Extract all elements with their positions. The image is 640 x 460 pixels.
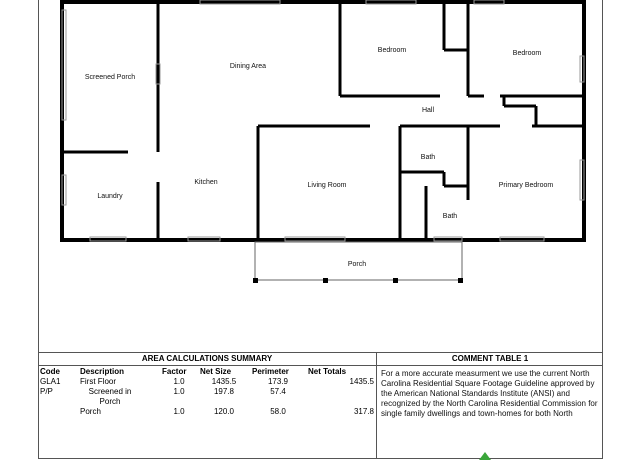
room-label-primary-bedroom: Primary Bedroom — [498, 182, 554, 189]
comment-table-title: COMMENT TABLE 1 — [377, 353, 603, 366]
cell-code: GLA1 — [40, 377, 61, 386]
header-perimeter: Perimeter — [252, 367, 289, 376]
cell-net-size: 1435.5 — [211, 377, 237, 386]
room-label-kitchen: Kitchen — [194, 179, 218, 186]
cell-net-size: 120.0 — [213, 407, 235, 416]
cell-description: First Floor — [80, 377, 116, 386]
cell-factor: 1.0 — [173, 377, 185, 386]
room-label-porch: Porch — [347, 261, 367, 268]
cell-perimeter: 173.9 — [267, 377, 289, 386]
room-label-bedroom-2: Bedroom — [512, 50, 542, 57]
cell-perimeter: 58.0 — [270, 407, 286, 416]
room-label-bedroom-1: Bedroom — [377, 47, 407, 54]
cell-net-total — [306, 387, 376, 407]
area-summary-title: AREA CALCULATIONS SUMMARY — [38, 353, 376, 366]
table-row — [38, 387, 376, 407]
cell-code — [38, 407, 78, 417]
table-row — [38, 377, 376, 387]
interior-walls — [62, 2, 584, 240]
cell-factor: 1.0 — [173, 407, 185, 416]
area-table — [38, 366, 376, 417]
windows — [62, 0, 584, 241]
exterior-walls — [62, 2, 584, 240]
room-label-bath-2: Bath — [442, 213, 458, 220]
triangle-logo-icon — [479, 452, 491, 460]
room-label-bath-1: Bath — [420, 154, 436, 161]
room-label-dining-area: Dining Area — [229, 63, 267, 70]
header-code: Code — [40, 367, 60, 376]
header-factor: Factor — [162, 367, 187, 376]
cell-net-size: 197.8 — [213, 387, 235, 396]
room-label-hall: Hall — [421, 107, 435, 114]
comment-text: For a more accurate measurment we use the current North Carolina Residential Square Footage Guideline approved by the American National Standards Institute (ANSI) and recognized by the North Carolina Residential Commission for single family dwellings and town-homes for both North — [381, 369, 598, 418]
area-calculations-summary — [38, 353, 377, 459]
room-label-laundry: Laundry — [97, 193, 123, 200]
cell-factor: 1.0 — [173, 387, 185, 396]
room-label-living-room: Living Room — [307, 182, 347, 189]
cell-net-total: 1435.5 — [349, 377, 374, 386]
room-label-screened-porch: Screened Porch — [84, 74, 136, 81]
header-net-size: Net Size — [200, 367, 232, 376]
header-net-totals: Net Totals — [308, 367, 347, 376]
cell-perimeter: 57.4 — [270, 387, 286, 396]
header-description: Description — [80, 367, 125, 376]
comment-table — [377, 353, 603, 459]
area-table-header-row — [38, 366, 376, 377]
table-row — [38, 407, 376, 417]
cell-description: Screened in Porch — [88, 387, 132, 406]
cell-net-total: 317.8 — [353, 407, 374, 416]
cell-code: P/P — [40, 387, 53, 396]
cell-description: Porch — [80, 407, 101, 416]
